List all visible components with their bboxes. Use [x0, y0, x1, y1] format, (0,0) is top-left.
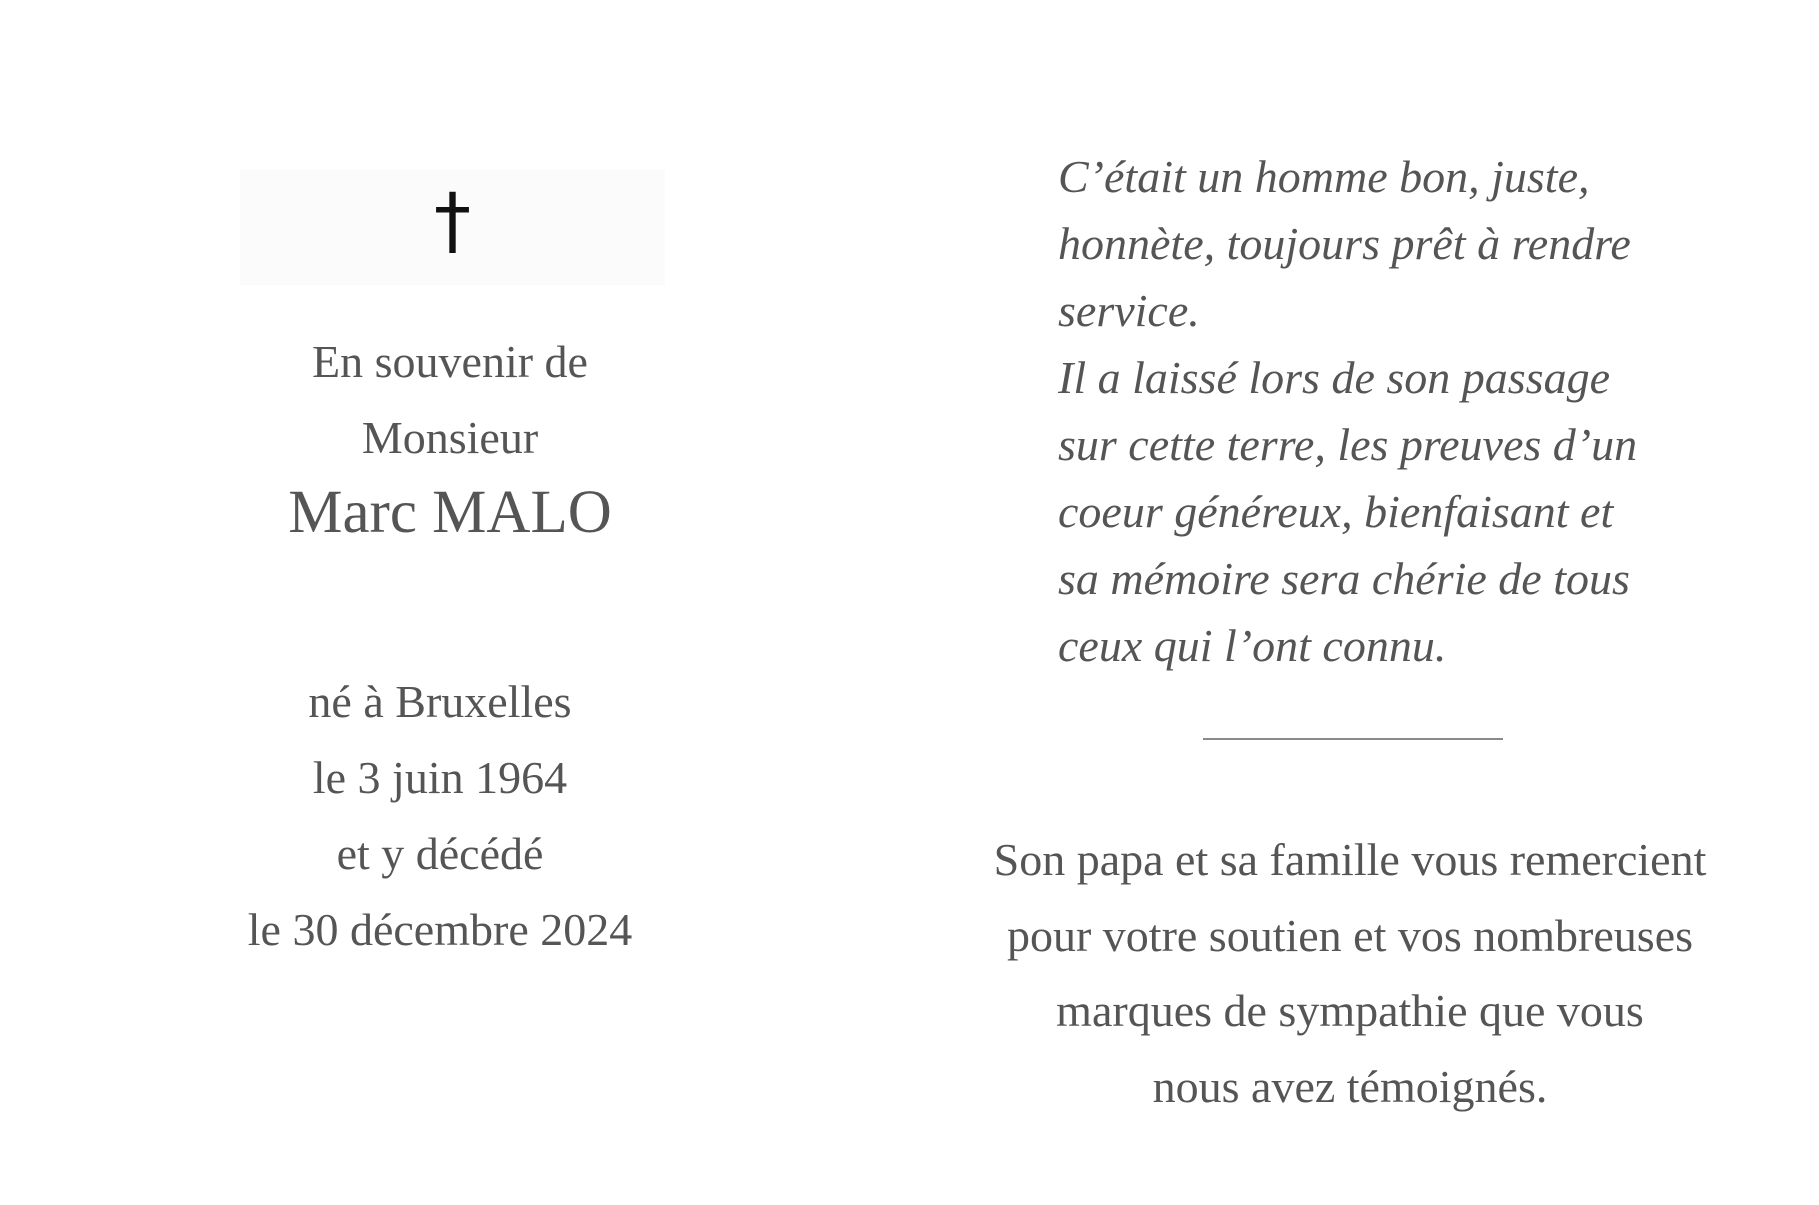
cross-icon: †	[434, 178, 471, 264]
death-place: et y décédé	[336, 828, 544, 879]
tribute-line: service.	[1058, 285, 1200, 336]
tribute-text	[1058, 143, 1758, 679]
thanks-line: nous avez témoignés.	[1152, 1060, 1548, 1112]
honorific: Monsieur	[361, 412, 539, 463]
tribute-line: coeur généreux, bienfaisant et	[1058, 486, 1614, 537]
birth-place: né à Bruxelles	[308, 676, 572, 727]
tribute-line: C’était un homme bon, juste,	[1058, 151, 1590, 202]
tribute-line: Il a laissé lors de son passage	[1058, 352, 1610, 403]
left-panel	[180, 160, 720, 980]
cross-emblem	[240, 170, 665, 285]
tribute-line: sa mémoire sera chérie de tous	[1058, 553, 1630, 604]
souvenir-heading: En souvenir de	[312, 336, 588, 387]
thanks-text	[960, 822, 1740, 1124]
tribute-line: ceux qui l’ont connu.	[1058, 620, 1447, 671]
deceased-name: Marc MALO	[288, 479, 612, 546]
tribute-line: honnète, toujours prêt à rendre	[1058, 218, 1631, 269]
thanks-line: Son papa et sa famille vous remercient	[993, 834, 1707, 885]
thanks-line: marques de sympathie que vous	[1056, 985, 1644, 1036]
tribute-line: sur cette terre, les preuves d’un	[1058, 419, 1638, 470]
section-divider	[1203, 738, 1503, 740]
birth-date: le 3 juin 1964	[312, 752, 568, 803]
death-date: le 30 décembre 2024	[247, 904, 633, 955]
thanks-line: pour votre soutien et vos nombreuses	[1006, 909, 1694, 961]
